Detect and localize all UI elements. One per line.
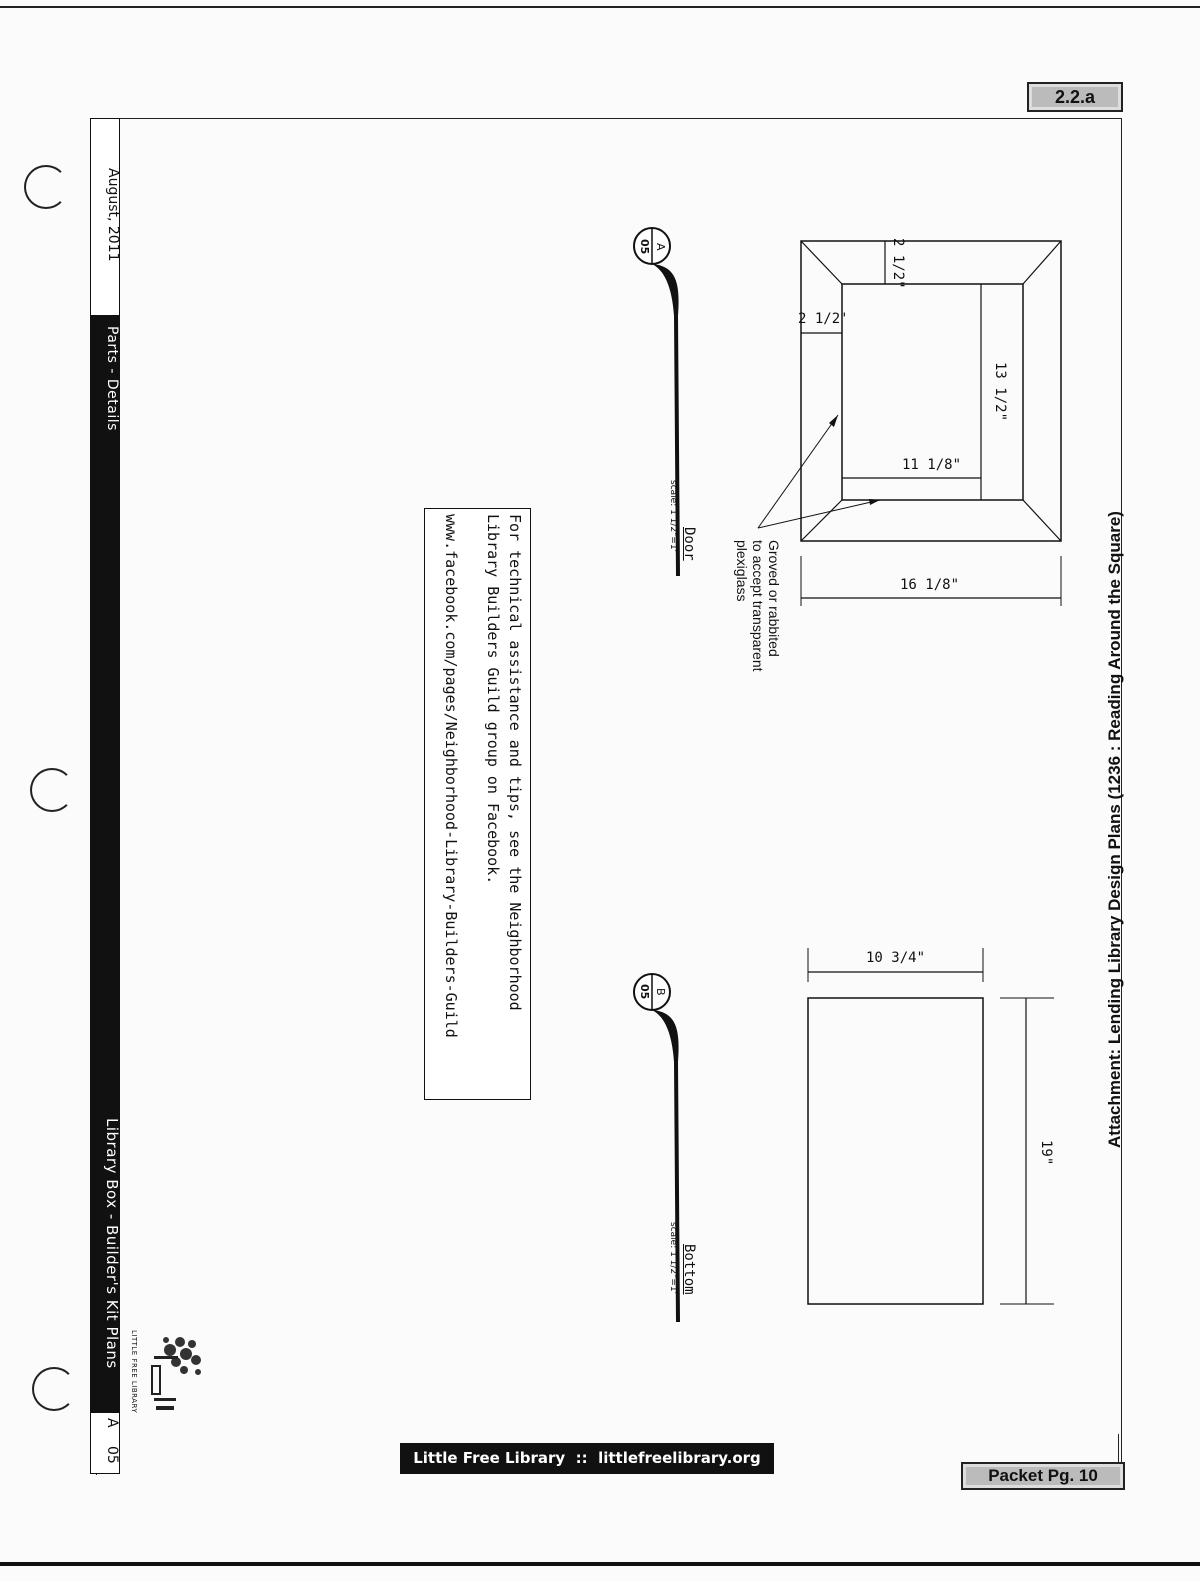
strip-sheet-number: 05 [104, 1446, 120, 1464]
bottom-scale: scale: 1 1/2"=1' [668, 1222, 678, 1295]
door-note-line-2: to accept transparent [750, 540, 766, 672]
door-title: Door [681, 527, 697, 561]
door-marker-letter: A [654, 243, 667, 251]
bottom-dim-length: 19" [1038, 1140, 1054, 1166]
binder-hole-middle [30, 768, 74, 812]
door-note-line-3: plexiglass [734, 540, 750, 602]
binder-hole-bottom [32, 1367, 76, 1411]
strip-sheet-letter: A [104, 1418, 120, 1428]
bottom-title: Bottom [681, 1244, 697, 1295]
binder-hole-top [24, 165, 68, 209]
door-dim-inner-height: 13 1/2" [992, 362, 1008, 422]
packet-page-tag: Packet Pg. 10 [961, 1462, 1125, 1490]
door-outer-frame [801, 241, 1061, 541]
door-marker-number: 05 [638, 239, 651, 255]
bottom-marker-letter: B [654, 988, 667, 996]
library-logo [126, 1320, 210, 1420]
footer-banner [400, 1443, 774, 1474]
bottom-marker-number: 05 [638, 984, 651, 1000]
agenda-tag: 2.2.a [1027, 82, 1123, 112]
door-dim-inner-width: 11 1/8" [902, 457, 962, 473]
info-line-2: Library Builders Guild group on Facebook. [484, 514, 502, 885]
tree-bench-logo-icon [126, 1320, 210, 1420]
top-scan-edge [0, 6, 1200, 8]
footer-banner-text: Little Free Library :: littlefreelibrary.org [413, 1449, 761, 1467]
bottom-drawing [800, 940, 1060, 1310]
door-dim-outer-width: 16 1/8" [900, 577, 960, 593]
logo-text: LITTLE FREE LIBRARY [130, 1330, 138, 1414]
door-dim-frame-top: 2 1/2" [890, 238, 906, 289]
info-line-1: For technical assistance and tips, see the Neighborhood [506, 514, 524, 1011]
bottom-panel [808, 998, 983, 1304]
strip-section: Parts - Details [104, 326, 120, 431]
door-scale: scale: 1 1/2"=1' [668, 480, 678, 553]
info-link[interactable]: www.facebook.com/pages/Neighborhood-Library-Builders-Guild [442, 514, 460, 1038]
strip-project: Library Box - Builder's Kit Plans [103, 1118, 121, 1369]
bottom-scan-edge [0, 1562, 1200, 1566]
door-note-line-1: Groved or rabbited [766, 540, 782, 657]
attachment-title: Attachment: Lending Library Design Plans (1236 : Reading Around the Square) [1105, 511, 1124, 1148]
bottom-dim-width: 10 3/4" [866, 950, 926, 966]
door-dim-frame-side: 2 1/2' [798, 311, 849, 327]
strip-date: August, 2011 [105, 168, 121, 262]
